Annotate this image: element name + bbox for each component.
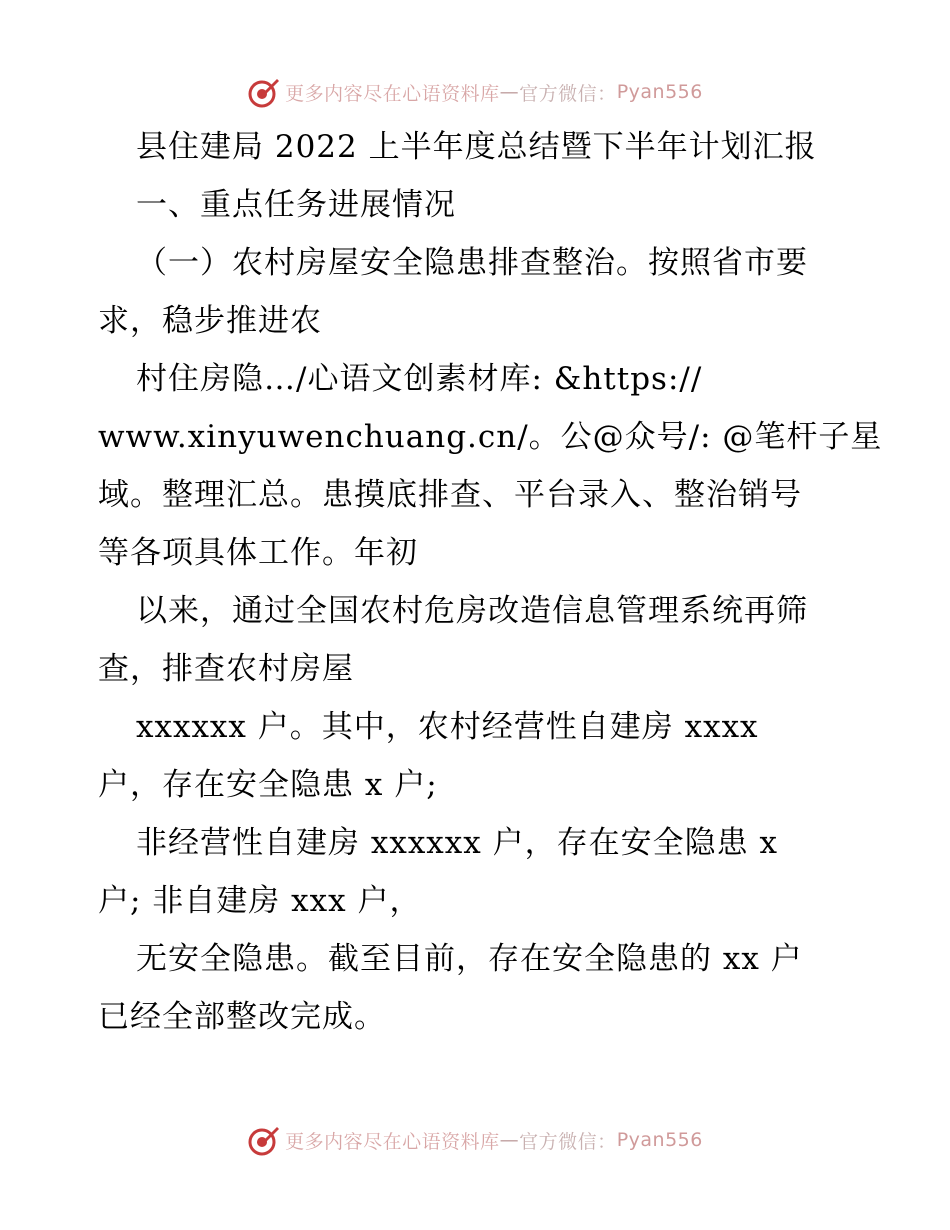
- paragraph-line: 已经全部整改完成。: [98, 999, 386, 1035]
- header-watermark: [0, 72, 950, 112]
- paragraph-line: 查，排查农村房屋: [98, 651, 354, 687]
- paragraph-line: xxxxxx 户。其中，农村经营性自建房 xxxx: [136, 709, 759, 745]
- watermark-main-text: 更多内容尽在心语资料库: [285, 1130, 500, 1153]
- watermark-wechat-label: 官方微信：: [519, 82, 617, 105]
- paragraph-line: www.xinyuwenchuang.cn/。公@众号/: @笔杆子星: [98, 419, 883, 455]
- paragraph-line: 等各项具体工作。年初: [98, 535, 418, 571]
- quill-logo-icon: [247, 75, 281, 109]
- paragraph-line: 村住房隐…/心语文创素材库: &https://: [136, 361, 703, 397]
- paragraph-line: 非经营性自建房 xxxxxx 户，存在安全隐患 x: [136, 825, 778, 861]
- watermark-separator: —: [499, 1129, 520, 1151]
- watermark-wechat-id: Pyan556: [616, 1129, 703, 1151]
- watermark-wechat-label: 官方微信：: [519, 1130, 617, 1153]
- watermark-main-text: 更多内容尽在心语资料库: [285, 82, 500, 105]
- paragraph-line: 户，存在安全隐患 x 户;: [98, 767, 438, 803]
- paragraph-line: 无安全隐患。截至目前，存在安全隐患的 xx 户: [136, 941, 803, 977]
- paragraph-line: （一）农村房屋安全隐患排查整治。按照省市要: [136, 245, 808, 281]
- watermark-separator: —: [499, 81, 520, 103]
- document-body: [98, 118, 883, 1046]
- section-heading: 一、重点任务进展情况: [136, 187, 456, 223]
- footer-watermark: [0, 1120, 950, 1160]
- paragraph-line: 求，稳步推进农: [98, 303, 322, 339]
- quill-logo-icon: [247, 1123, 281, 1157]
- watermark-wechat-id: Pyan556: [616, 81, 703, 103]
- paragraph-line: 域。整理汇总。患摸底排查、平台录入、整治销号: [98, 477, 802, 513]
- document-title: 县住建局 2022 上半年度总结暨下半年计划汇报: [136, 129, 817, 165]
- paragraph-line: 户; 非自建房 xxx 户，: [98, 883, 422, 919]
- paragraph-line: 以来，通过全国农村危房改造信息管理系统再筛: [136, 593, 808, 629]
